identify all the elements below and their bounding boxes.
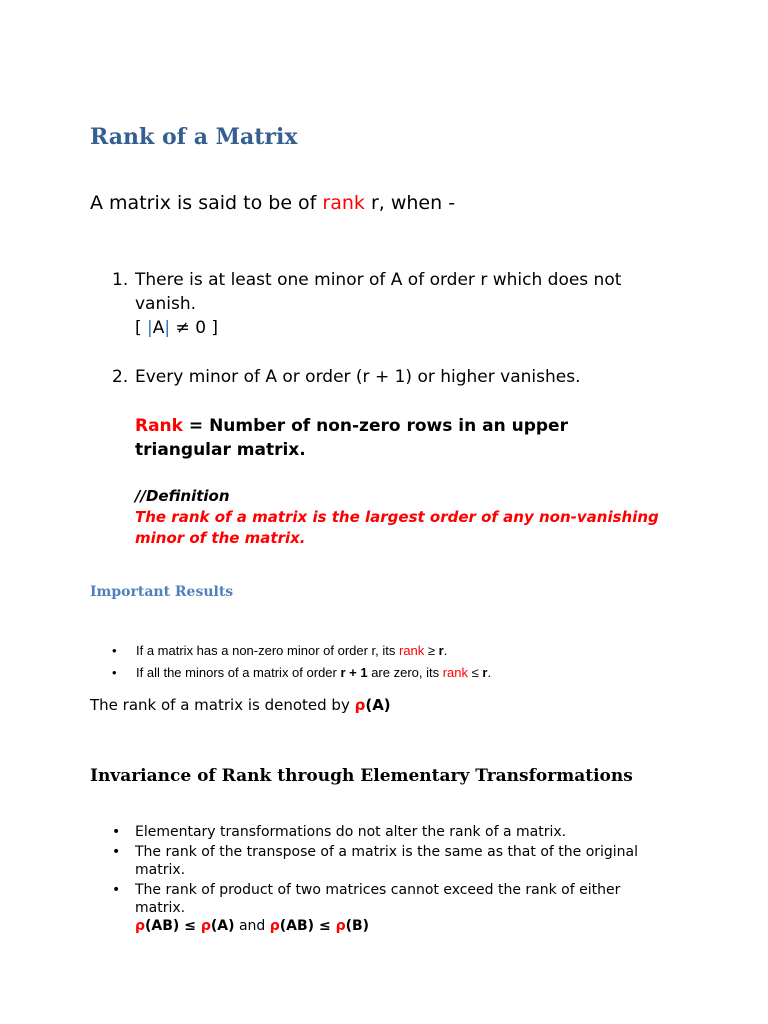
formula-open: [ — [135, 318, 148, 338]
rho-symbol: ρ — [200, 918, 211, 934]
rank-highlight: rank — [399, 643, 425, 658]
formula-ab: (AB) — [279, 918, 315, 934]
formula-le: ≤ — [179, 918, 201, 934]
result-end: . — [487, 665, 492, 680]
rank-keyword: Rank — [135, 416, 183, 436]
formula-and: and — [234, 918, 270, 934]
invariance-heading: Invariance of Rank through Elementary Transformations — [90, 766, 633, 786]
invariance-list — [112, 823, 672, 935]
condition-item-2 — [112, 365, 672, 389]
result-variable: r — [438, 643, 444, 658]
result-variable: r — [482, 665, 488, 680]
definition-block — [135, 486, 695, 549]
result-text: If a matrix has a non-zero minor of order r, its — [136, 643, 399, 658]
condition-number: 1. — [112, 270, 129, 290]
formula-a: (A) — [210, 918, 235, 934]
result-text-mid: are zero, its — [367, 665, 443, 680]
page-title: Rank of a Matrix — [90, 124, 298, 150]
definition-text: The rank of a matrix is the largest order of any non-vanishing minor of the matrix. — [135, 508, 659, 547]
definition-heading: //Definition — [135, 487, 230, 505]
notation-text: The rank of a matrix is denoted by — [90, 696, 355, 714]
intro-text: A matrix is said to be of — [90, 192, 323, 214]
condition-text: Every minor of A or order (r + 1) or higher vanishes. — [135, 367, 581, 387]
rho-symbol: ρ — [354, 696, 366, 714]
notation-argument: (A) — [365, 696, 391, 714]
result-operator: ≤ — [468, 665, 483, 680]
bullet-icon: • — [112, 643, 117, 658]
important-results-heading: Important Results — [90, 584, 234, 600]
conditions-list — [112, 268, 672, 389]
rank-notation — [90, 696, 391, 714]
rho-symbol: ρ — [335, 918, 346, 934]
list-item — [112, 881, 672, 935]
list-item — [112, 662, 672, 684]
result-order: r + 1 — [340, 665, 368, 680]
condition-number: 2. — [112, 367, 129, 387]
formula-ab: (AB) — [145, 918, 180, 934]
bullet-icon: • — [112, 844, 121, 860]
bullet-icon: • — [112, 882, 121, 898]
rho-symbol: ρ — [269, 918, 280, 934]
rank-statement-text: = Number of non-zero rows in an upper triangular matrix. — [135, 416, 568, 460]
intro-rank-highlight: rank — [322, 192, 365, 214]
determinant-formula — [135, 318, 218, 338]
important-results-list — [112, 640, 672, 684]
formula-rest: ≠ 0 ] — [170, 318, 219, 338]
formula-matrix: A — [152, 318, 165, 338]
formula-b: (B) — [345, 918, 370, 934]
product-rank-formula — [135, 918, 369, 934]
determinant-bar-right: | — [164, 318, 171, 338]
formula-le: ≤ — [314, 918, 336, 934]
result-end: . — [443, 643, 448, 658]
invariance-text: The rank of product of two matrices cannot exceed the rank of either matrix. — [135, 882, 621, 916]
intro-sentence — [90, 192, 455, 214]
rho-symbol: ρ — [135, 918, 146, 934]
rank-highlight: rank — [442, 665, 469, 680]
intro-text-end: r, when - — [364, 192, 456, 214]
determinant-bar-left: | — [147, 318, 153, 338]
list-item — [112, 823, 672, 841]
invariance-text: Elementary transformations do not alter the rank of a matrix. — [135, 824, 567, 840]
result-operator: ≥ — [424, 643, 439, 658]
bullet-icon: • — [112, 665, 117, 680]
rank-statement — [135, 414, 655, 462]
list-item — [112, 843, 672, 879]
condition-text: There is at least one minor of A of order r which does not vanish. — [135, 270, 622, 314]
list-item — [112, 640, 672, 662]
invariance-text: The rank of the transpose of a matrix is the same as that of the original matrix. — [135, 844, 639, 878]
result-text: If all the minors of a matrix of order — [136, 665, 341, 680]
bullet-icon: • — [112, 824, 121, 840]
condition-item-1 — [112, 268, 672, 340]
